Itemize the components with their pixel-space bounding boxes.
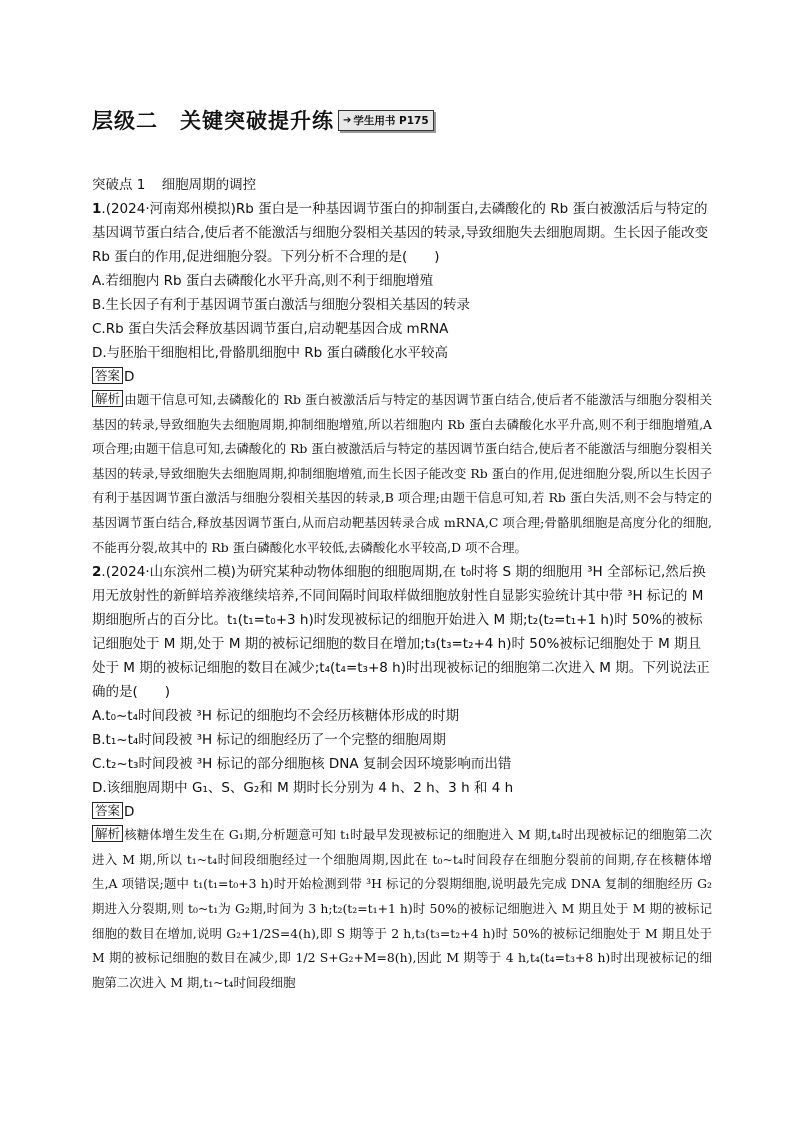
question-list xyxy=(92,197,712,995)
option-a: A.若细胞内 Rb 蛋白去磷酸化水平升高,则不利于细胞增殖 xyxy=(92,273,434,289)
question-stem xyxy=(92,197,712,269)
explanation-tag: 解析 xyxy=(92,825,123,842)
option-c: C.Rb 蛋白失活会释放基因调节蛋白,启动靶基因合成 mRNA xyxy=(92,321,449,337)
section-number: 突破点 1 xyxy=(92,177,146,193)
answer-value: D xyxy=(124,804,135,821)
book-ref-label: 学生用书 P175 xyxy=(353,114,429,127)
question-number: 1 xyxy=(92,201,102,217)
explanation xyxy=(92,823,712,995)
answer-tag: 答案 xyxy=(92,802,123,819)
answer-line xyxy=(92,366,712,388)
section-heading xyxy=(92,173,256,193)
section-title: 细胞周期的调控 xyxy=(161,177,257,193)
option-b: B.t₁~t₄时间段被 ³H 标记的细胞经历了一个完整的细胞周期 xyxy=(92,732,446,749)
level-header xyxy=(92,103,434,137)
question-text: .(2024·山东滨州二模)为研究某种动物体细胞的细胞周期,在 t₀时将 S 期的细胞用 ³H 全部标记,然后换用无放射性的新鲜培养液继续培养,不同间隔时间取样做细胞放射性自显影实验统计其中带 ³H 标记的 M 期细胞所占的百分比。t₁(t₁=t₀+3 h)时发现被标记的细胞开始进入 M 期;t₂(t₂=t₁+1 h)时 50%的被标记细胞处于 M 期,处于 M 期的被标记细胞的数目在增加;t₃(t₃=t₂+4 h)时 50%被标记细胞处于 M 期且处于 M 期的被标记细胞的数目在减少;t₄(t₄=t₃+8 h)时出现被标记的细胞第二次进入 M 期。下列说法正确的是( ) xyxy=(92,564,710,701)
question-1 xyxy=(92,197,712,560)
question-stem xyxy=(92,560,712,704)
answer-line xyxy=(92,801,712,823)
answer-value: D xyxy=(124,369,135,385)
explanation-text: 核糖体增生发生在 G₁期,分析题意可知 t₁时最早发现被标记的细胞进入 M 期,t₄时出现被标记的细胞第二次进入 M 期,所以 t₁~t₄时间段细胞经过一个细胞周期,因此在 t₀~t₄时间段存在细胞分裂前的间期,存在核糖体增生,A 项错误;题中 t₁(t₁=t₀+3 h)时开始检测到带 ³H 标记的分裂期细胞,说明最先完成 DNA 复制的细胞经历 G₂期进入分裂期,则 t₀~t₁为 G₂期,时间为 3 h;t₂(t₂=t₁+1 h)时 50%的被标记细胞进入 M 期且处于 M 期的被标记细胞的数目在增加,说明 G₂+1/2S=4(h),即 S 期等于 2 h,t₃(t₃=t₂+4 h)时 50%的被标记细胞处于 M 期且处于 M 期的被标记细胞的数目在减少,即 1/2 S+G₂+M=8(h),因此 M 期等于 4 h,t₄(t₄=t₃+8 h)时出现被标记的细胞第二次进入 M 期,t₁~t₄时间段细胞 xyxy=(92,827,712,990)
explanation xyxy=(92,388,712,560)
option-b: B.生长因子有利于基因调节蛋白激活与细胞分裂相关基因的转录 xyxy=(92,297,471,313)
arrow-right-icon: ➔ xyxy=(343,114,352,126)
explanation-text: 由题干信息可知,去磷酸化的 Rb 蛋白被激活后与特定的基因调节蛋白结合,使后者不能激活与细胞分裂相关基因的转录,导致细胞失去细胞周期,抑制细胞增殖,所以若细胞内 Rb 蛋白去磷酸化水平升高,则不利于细胞增殖,A 项合理;由题干信息可知,去磷酸化的 Rb 蛋白被激活后与特定的基因调节蛋白结合,使后者不能激活与细胞分裂相关基因的转录,导致细胞失去细胞周期,抑制细胞增殖,而生长因子能改变 Rb 蛋白的作用,促进细胞分裂,所以生长因子有利于基因调节蛋白激活与细胞分裂相关基因的转录,B 项合理;由题干信息可知,若 Rb 蛋白失活,则不会与特定的基因调节蛋白结合,释放基因调节蛋白,从而启动靶基因转录合成 mRNA,C 项合理;骨骼肌细胞是高度分化的细胞,不能再分裂,故其中的 Rb 蛋白磷酸化水平较低,去磷酸化水平较高,D 项不合理。 xyxy=(92,392,712,555)
option-d: D.与胚胎干细胞相比,骨骼肌细胞中 Rb 蛋白磷酸化水平较高 xyxy=(92,345,449,361)
level-title: 层级二 关键突破提升练 xyxy=(92,109,334,133)
student-book-reference[interactable] xyxy=(338,110,434,131)
option-c: C.t₂~t₃时间段被 ³H 标记的部分细胞核 DNA 复制会因环境影响而出错 xyxy=(92,756,512,773)
question-2 xyxy=(92,560,712,995)
option-d: D.该细胞周期中 G₁、S、G₂和 M 期时长分别为 4 h、2 h、3 h 和 4 h xyxy=(92,780,514,797)
explanation-tag: 解析 xyxy=(92,390,123,407)
question-number: 2 xyxy=(92,564,102,581)
option-a: A.t₀~t₄时间段被 ³H 标记的细胞均不会经历核糖体形成的时期 xyxy=(92,708,460,725)
answer-tag: 答案 xyxy=(92,367,123,384)
question-text: .(2024·河南郑州模拟)Rb 蛋白是一种基因调节蛋白的抑制蛋白,去磷酸化的 Rb 蛋白被激活后与特定的基因调节蛋白结合,使后者不能激活与细胞分裂相关基因的转录,导致细胞失去细胞周期。生长因子能改变 Rb 蛋白的作用,促进细胞分裂。下列分析不合理的是( ) xyxy=(92,201,709,265)
